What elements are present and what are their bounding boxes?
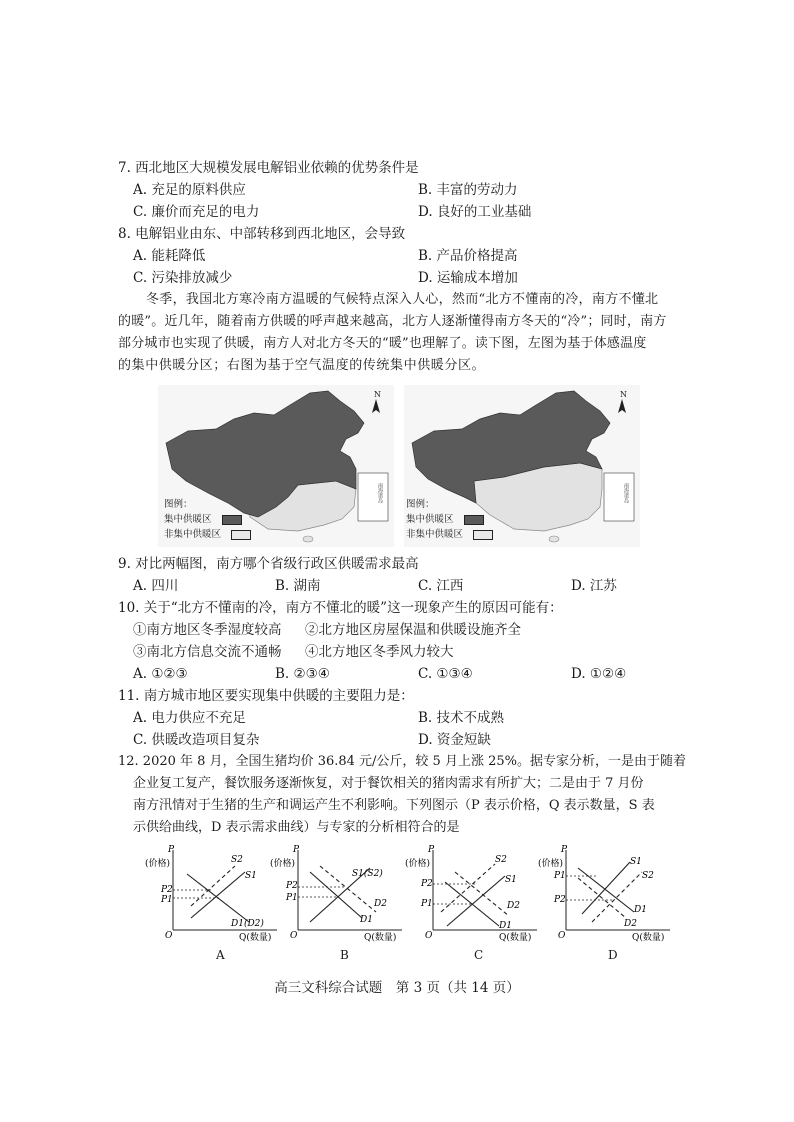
q10-item-2: ②北方地区房屋保温和供暖设施齐全 <box>305 622 521 638</box>
q12-line-4: 示供给曲线，D 表示需求曲线）与专家的分析相符合的是 <box>133 820 460 835</box>
svg-text:P1: P1 <box>286 893 298 903</box>
svg-text:D2: D2 <box>374 899 387 909</box>
svg-text:Q(数量): Q(数量) <box>239 933 272 942</box>
q7-option-a: A. 充足的原料供应 <box>133 182 246 198</box>
q10-item-1: ①南方地区冬季湿度较高 <box>133 622 282 638</box>
q10-item-3: ③南北方信息交流不通畅 <box>133 644 282 660</box>
svg-text:P: P <box>168 845 175 855</box>
q10-item-4: ④北方地区冬季风力较大 <box>305 644 454 660</box>
svg-text:P1: P1 <box>421 899 433 909</box>
left-map-inset <box>358 473 388 521</box>
svg-text:D1: D1 <box>634 905 647 915</box>
q10-option-c: C. ①③④ <box>418 666 473 682</box>
svg-text:S1: S1 <box>630 857 642 867</box>
q7-option-d: D. 良好的工业基础 <box>418 204 532 220</box>
page-footer: 高三文科综合试题 第 3 页（共 14 页） <box>274 980 520 996</box>
graph-c-label: C <box>474 948 484 962</box>
svg-text:S1: S1 <box>505 875 517 885</box>
svg-text:S2: S2 <box>495 855 507 865</box>
q10-option-d: D. ①②④ <box>571 666 627 682</box>
q9-option-d: D. 江苏 <box>571 578 617 594</box>
graph-c-s2 <box>441 864 495 912</box>
svg-text:O: O <box>425 931 433 941</box>
svg-text:P: P <box>293 845 300 855</box>
q10-option-a: A. ①②③ <box>133 666 188 682</box>
q9-option-c: C. 江西 <box>418 578 464 594</box>
q12-line-2: 企业复工复产，餐饮服务逐渐恢复，对于餐饮相关的猪肉需求有所扩大；二是由于 7 月份 <box>133 776 644 791</box>
svg-text:Q(数量): Q(数量) <box>499 933 532 942</box>
passage-line-4: 的集中供暖分区；右图为基于空气温度的传统集中供暖分区。 <box>118 358 486 373</box>
right-legend-noncentral: 非集中供暖区 <box>406 527 493 542</box>
graph-b-label: B <box>340 948 349 962</box>
svg-text:S1(S2): S1(S2) <box>352 869 383 879</box>
left-heating-map <box>158 385 394 547</box>
svg-text:Q(数量): Q(数量) <box>364 933 397 942</box>
graph-a-s1 <box>191 872 245 918</box>
svg-text:P: P <box>428 845 435 855</box>
q8-option-c: C. 污染排放减少 <box>133 270 233 286</box>
svg-text:O: O <box>165 931 173 941</box>
right-map-hainan <box>549 536 559 542</box>
passage-line-2: 的暖”。近几年，随着南方供暖的呼声越来越高，北方人逐渐懂得南方冬天的“冷”；同时，南方 <box>118 314 667 329</box>
svg-text:S1: S1 <box>245 871 257 881</box>
svg-text:P2: P2 <box>421 879 433 889</box>
graph-d <box>538 842 678 946</box>
svg-text:(价格): (价格) <box>270 859 296 869</box>
svg-text:D1(D2): D1(D2) <box>231 919 264 929</box>
svg-text:N: N <box>374 390 381 399</box>
svg-text:N: N <box>620 390 627 399</box>
passage-line-1: 冬季，我国北方寒冷南方温暖的气候特点深入人心，然而“北方不懂南的冷，南方不懂北 <box>146 292 659 307</box>
graph-d-label: D <box>608 948 618 962</box>
graph-c-s1 <box>447 876 505 926</box>
svg-text:S2: S2 <box>642 871 654 881</box>
q11-option-c: C. 供暖改造项目复杂 <box>133 732 260 748</box>
q8-option-d: D. 运输成本增加 <box>418 270 518 286</box>
q12-line-3: 南方汛情对于生猪的生产和调运产生不利影响。下列图示（P 表示价格，Q 表示数量，S 表 <box>133 798 655 813</box>
graph-d-d1 <box>578 868 634 912</box>
graph-a-label: A <box>216 948 225 962</box>
svg-text:P2: P2 <box>554 895 566 905</box>
right-legend-title: 图例： <box>406 499 435 510</box>
svg-text:D1: D1 <box>499 921 512 931</box>
graph-c <box>405 842 545 946</box>
q11-option-d: D. 资金短缺 <box>418 732 491 748</box>
q9-option-a: A. 四川 <box>133 578 179 594</box>
right-legend-central: 集中供暖区 <box>406 512 493 527</box>
svg-text:P2: P2 <box>286 881 298 891</box>
q11-stem: 11. 南方城市地区要实现集中供暖的主要阻力是： <box>118 688 414 704</box>
graph-a <box>145 842 285 946</box>
svg-text:S2: S2 <box>231 855 243 865</box>
left-legend-title: 图例： <box>164 499 193 510</box>
q7-option-c: C. 廉价而充足的电力 <box>133 204 260 220</box>
svg-text:(价格): (价格) <box>405 859 431 869</box>
svg-text:Q(数量): Q(数量) <box>632 933 665 942</box>
q11-option-a: A. 电力供应不充足 <box>133 710 246 726</box>
q11-option-b: B. 技术不成熟 <box>418 710 505 726</box>
right-map-inset <box>604 473 634 521</box>
svg-text:南海诸岛: 南海诸岛 <box>623 483 629 503</box>
svg-text:P: P <box>561 845 568 855</box>
right-heating-map <box>404 385 640 547</box>
svg-text:O: O <box>290 931 298 941</box>
svg-text:D2: D2 <box>624 919 637 929</box>
svg-text:D2: D2 <box>507 901 520 911</box>
q7-stem: 7. 西北地区大规模发展电解铝业依赖的优势条件是 <box>118 160 419 176</box>
graph-b <box>270 842 410 946</box>
q9-option-b: B. 湖南 <box>275 578 321 594</box>
q10-stem: 10. 关于“北方不懂南的冷，南方不懂北的暖”这一现象产生的原因可能有： <box>118 600 563 616</box>
graph-c-d2 <box>455 872 509 916</box>
q10-option-b: B. ②③④ <box>275 666 330 682</box>
svg-text:O: O <box>558 931 566 941</box>
left-legend-central: 集中供暖区 <box>164 512 251 527</box>
q9-stem: 9. 对比两幅图，南方哪个省级行政区供暖需求最高 <box>118 556 419 572</box>
svg-text:P1: P1 <box>554 871 566 881</box>
svg-text:D1: D1 <box>360 915 373 925</box>
left-map-hainan <box>303 536 313 542</box>
q8-option-b: B. 产品价格提高 <box>418 248 518 264</box>
q12-line-1: 12. 2020 年 8 月，全国生猪均价 36.84 元/公斤，较 5 月上涨 25%。据专家分析，一是由于随着 <box>118 754 686 769</box>
q8-stem: 8. 电解铝业由东、中部转移到西北地区，会导致 <box>118 226 406 242</box>
passage-line-3: 部分城市也实现了供暖，南方人对北方冬天的“暖”也理解了。读下图，左图为基于体感温度 <box>118 336 647 351</box>
svg-text:(价格): (价格) <box>538 859 564 869</box>
q8-option-a: A. 能耗降低 <box>133 248 206 264</box>
q7-option-b: B. 丰富的劳动力 <box>418 182 518 198</box>
left-legend-noncentral: 非集中供暖区 <box>164 527 251 542</box>
svg-text:南海诸岛: 南海诸岛 <box>377 483 383 503</box>
svg-text:P1: P1 <box>161 895 173 905</box>
svg-text:P2: P2 <box>161 885 173 895</box>
svg-text:(价格): (价格) <box>145 859 171 869</box>
